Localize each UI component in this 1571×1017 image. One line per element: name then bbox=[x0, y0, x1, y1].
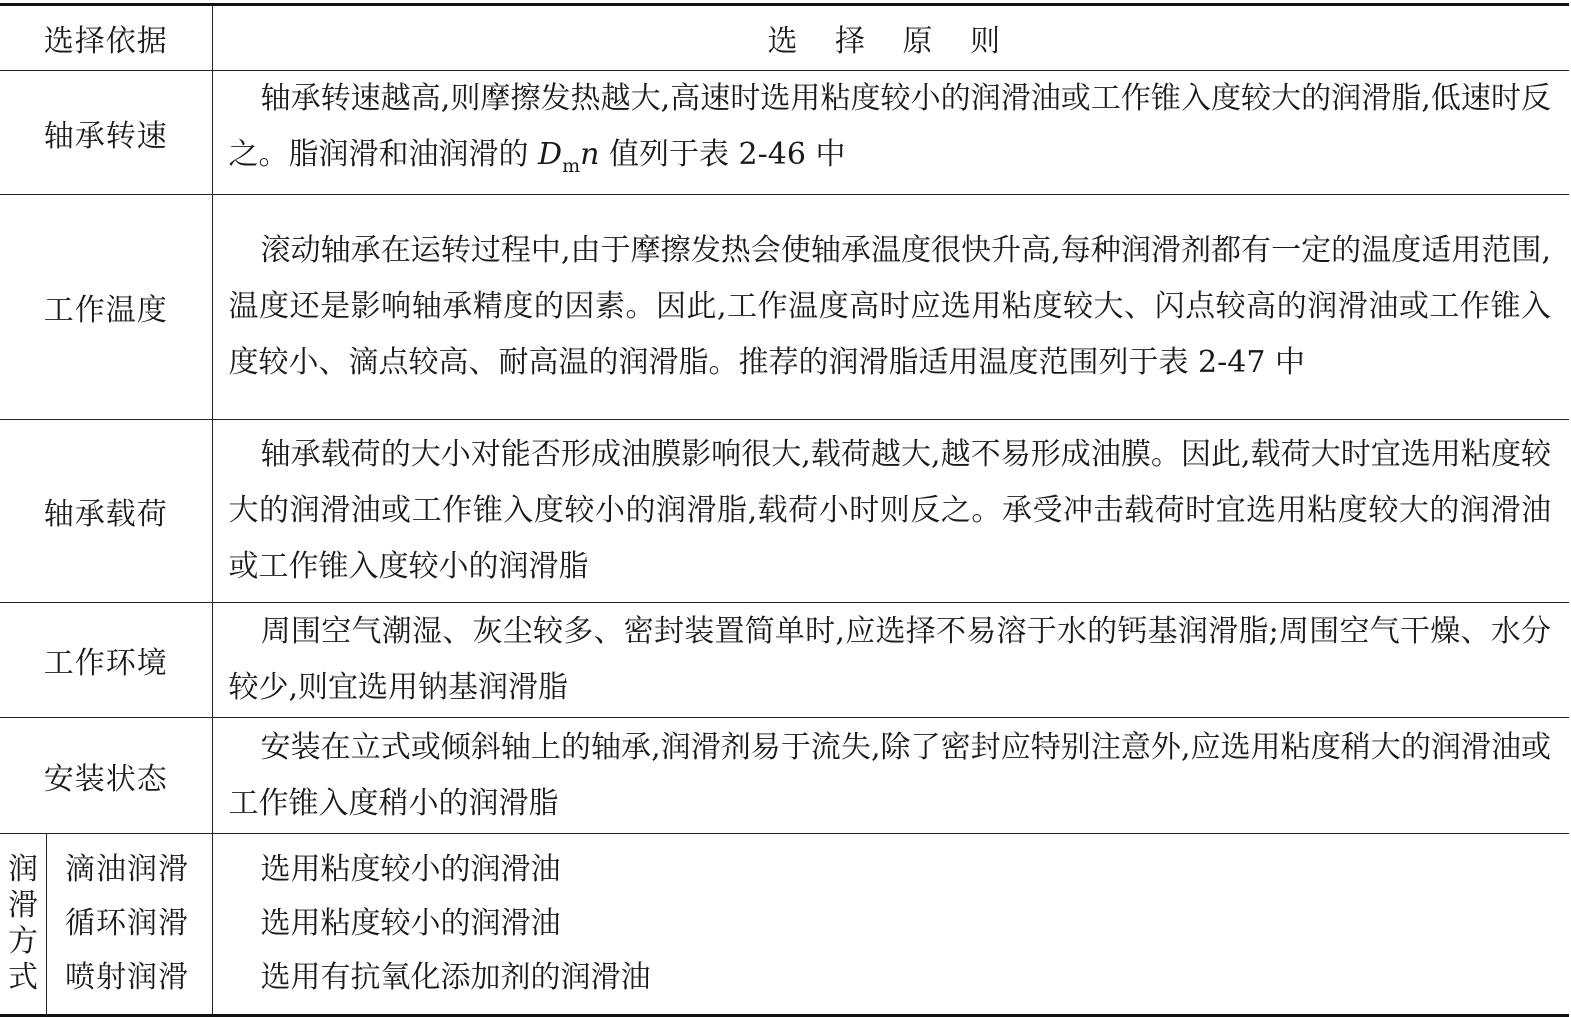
method-label-char: 滑 bbox=[8, 888, 38, 923]
method-name-jet: 喷射润滑 bbox=[65, 960, 189, 995]
row-basis-installation: 安装状态 bbox=[0, 718, 212, 834]
table-row bbox=[0, 603, 1569, 718]
method-name-circulation: 循环润滑 bbox=[65, 906, 189, 941]
method-label-char: 润 bbox=[8, 852, 38, 887]
row-basis-speed: 轴承转速 bbox=[0, 71, 212, 195]
header-basis: 选择依据 bbox=[0, 5, 212, 71]
method-principle-circulation: 选用粘度较小的润滑油 bbox=[260, 906, 561, 941]
lubrication-method-principles bbox=[212, 834, 1569, 1016]
row-principle-speed bbox=[212, 71, 1569, 195]
method-label-char: 式 bbox=[8, 960, 38, 995]
lubrication-method-label bbox=[0, 834, 47, 1014]
row-principle-installation bbox=[212, 718, 1569, 834]
method-principle-drip: 选用粘度较小的润滑油 bbox=[260, 852, 561, 887]
header-principle bbox=[212, 5, 1569, 71]
principle-text: 轴承转速越高,则摩擦发热越大,高速时选用粘度较小的润滑油或工作锥入度较大的润滑脂,低速时反之。脂润滑和油润滑的 bbox=[228, 81, 1551, 172]
principle-text: 周围空气潮湿、灰尘较多、密封装置简单时,应选择不易溶于水的钙基润滑脂;周围空气干燥、水分较少,则宜选用钠基润滑脂 bbox=[228, 614, 1551, 705]
row-basis-load: 轴承载荷 bbox=[0, 420, 212, 603]
table-row bbox=[0, 420, 1569, 603]
symbol-n: n bbox=[580, 137, 600, 172]
principle-text-tail: 值列于表 2-46 中 bbox=[599, 137, 846, 172]
table-row bbox=[0, 195, 1569, 420]
row-principle-environment bbox=[212, 603, 1569, 718]
table-row bbox=[0, 71, 1569, 195]
method-principle-jet: 选用有抗氧化添加剂的润滑油 bbox=[260, 960, 651, 995]
method-name-drip: 滴油润滑 bbox=[65, 852, 189, 887]
method-label-char: 方 bbox=[8, 924, 38, 959]
row-principle-temperature bbox=[212, 195, 1569, 420]
lubrication-method-basis bbox=[0, 834, 212, 1016]
table-header-row bbox=[0, 5, 1569, 71]
lubrication-method-row bbox=[0, 834, 1569, 1016]
symbol-sub-m: m bbox=[562, 155, 581, 177]
principle-text: 滚动轴承在运转过程中,由于摩擦发热会使轴承温度很快升高,每种润滑剂都有一定的温度适用范围,温度还是影响轴承精度的因素。因此,工作温度高时应选用粘度较大、闪点较高的润滑油或工作锥入度较小、滴点较高、耐高温的润滑脂。推荐的润滑脂适用温度范围列于表 2-47 中 bbox=[228, 233, 1551, 380]
row-principle-load bbox=[212, 420, 1569, 603]
lubricant-selection-table bbox=[0, 3, 1569, 1017]
principle-text: 轴承载荷的大小对能否形成油膜影响很大,载荷越大,越不易形成油膜。因此,载荷大时宜选用粘度较大的润滑油或工作锥入度较小的润滑脂,载荷小时则反之。承受冲击载荷时宜选用粘度较大的润滑油或工作锥入度较小的润滑脂 bbox=[228, 437, 1551, 584]
table-row bbox=[0, 718, 1569, 834]
symbol-d: D bbox=[538, 137, 563, 172]
principle-text: 安装在立式或倾斜轴上的轴承,润滑剂易于流失,除了密封应特别注意外,应选用粘度稍大的润滑油或工作锥入度稍小的润滑脂 bbox=[228, 729, 1551, 821]
lubrication-method-names bbox=[47, 834, 212, 1014]
header-principle-text: 选 择 原 则 bbox=[767, 24, 1015, 59]
row-basis-environment: 工作环境 bbox=[0, 603, 212, 718]
row-basis-temperature: 工作温度 bbox=[0, 195, 212, 420]
